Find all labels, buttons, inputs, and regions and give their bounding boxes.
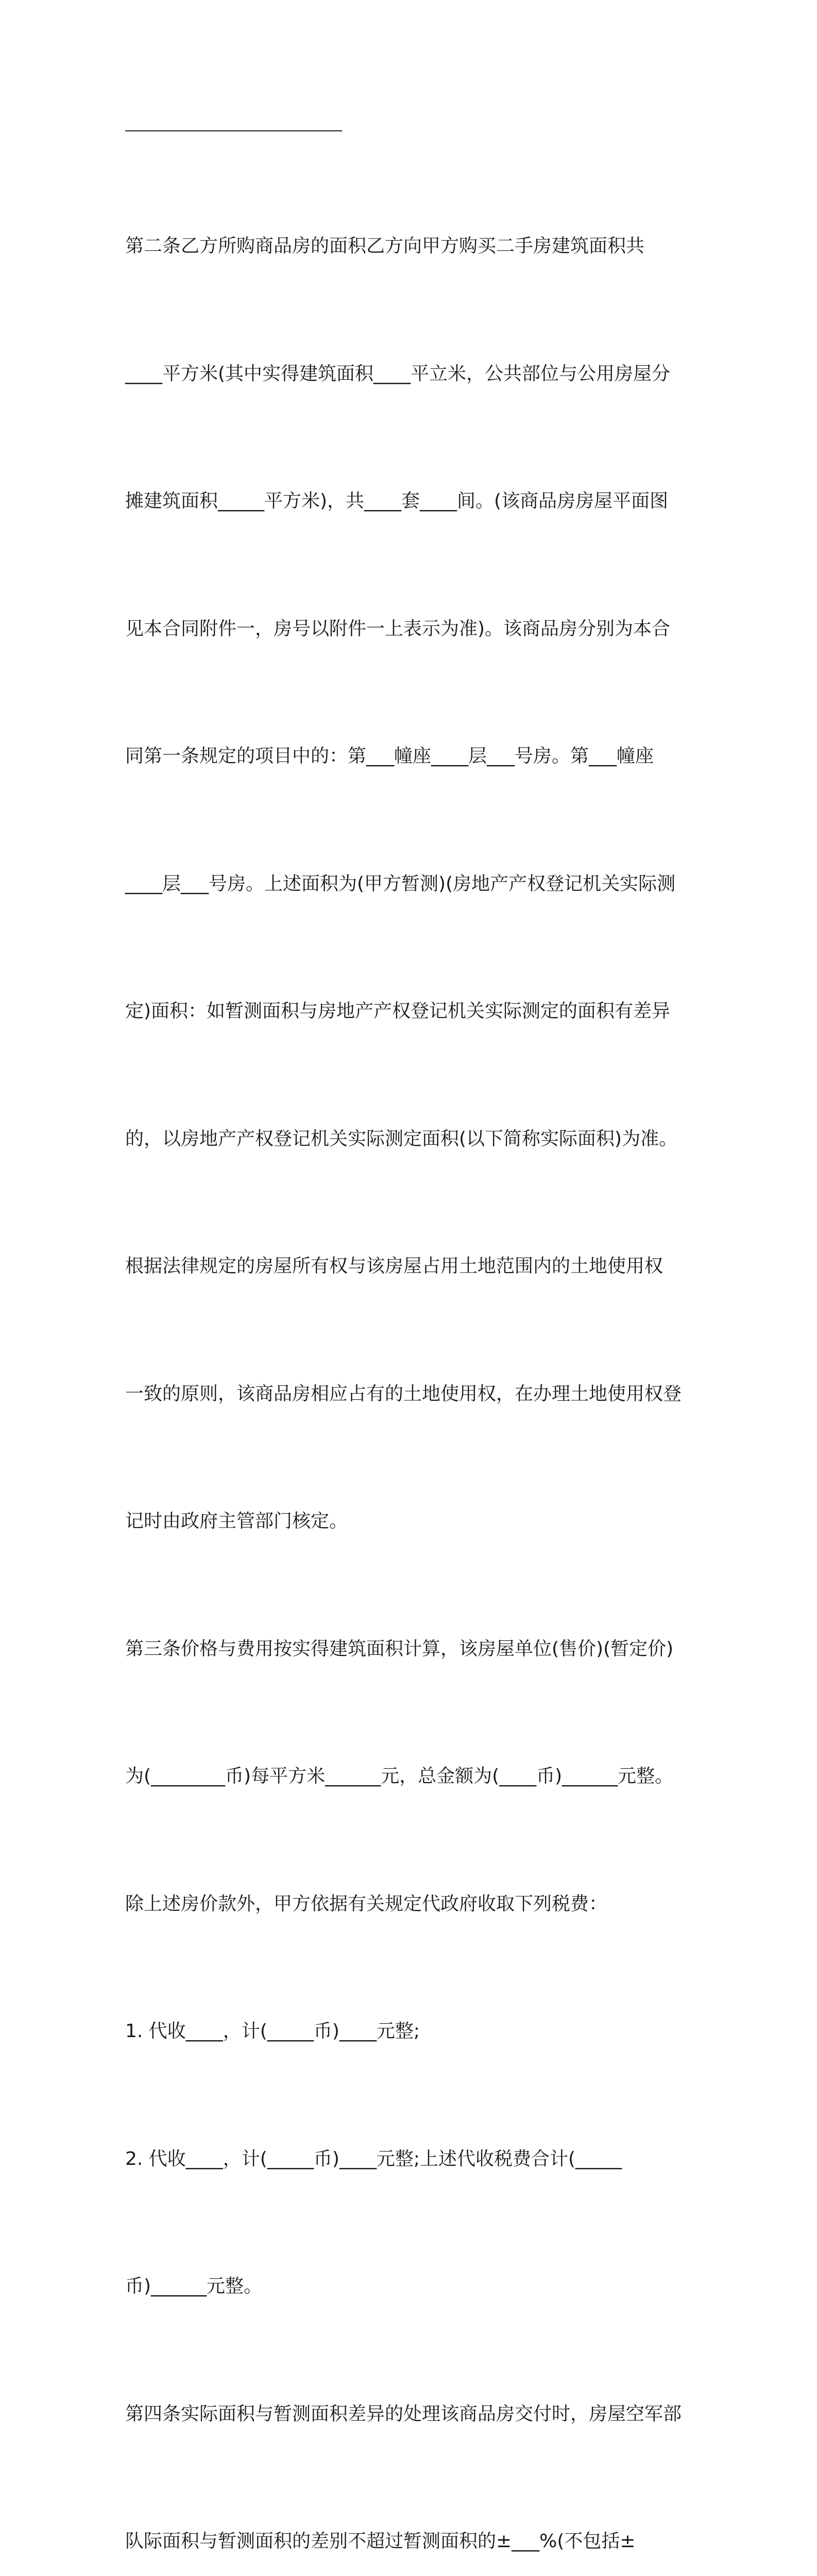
text-line: 第四条实际面积与暂测面积差异的处理该商品房交付时，房屋空军部 bbox=[125, 2403, 682, 2425]
text-line: 第二条乙方所购商品房的面积乙方向甲方购买二手房建筑面积共 bbox=[125, 235, 645, 257]
text-line: 队际面积与暂测面积的差别不超过暂测面积的±___%(不包括± bbox=[125, 2531, 636, 2552]
text-line: ____层___号房。上述面积为(甲方暂测)(房地产产权登记机关实际测 bbox=[125, 873, 676, 894]
text-line: 定)面积：如暂测面积与房地产产权登记机关实际测定的面积有差异 bbox=[125, 1001, 671, 1022]
text-line: 1. 代收____，计(_____币)____元整; bbox=[125, 2021, 420, 2042]
text-line: 为(________币)每平方米______元，总金额为(____币)______元整。 bbox=[125, 1766, 674, 1787]
text-line: 币)______元整。 bbox=[125, 2276, 263, 2297]
text-line: 2. 代收____，计(_____币)____元整;上述代收税费合计(_____ bbox=[125, 2148, 622, 2170]
text-line: 第三条价格与费用按实得建筑面积计算，该房屋单位(售价)(暂定价) bbox=[125, 1638, 674, 1659]
text-line: 同第一条规定的项目中的：第___幢座____层___号房。第___幢座 bbox=[125, 745, 654, 767]
contract-body bbox=[125, 140, 718, 2576]
text-line: 根据法律规定的房屋所有权与该房屋占用土地范围内的土地使用权 bbox=[125, 1256, 663, 1277]
top-rule-line bbox=[125, 130, 342, 131]
text-line: 一致的原则，该商品房相应占有的土地使用权，在办理土地使用权登 bbox=[125, 1383, 682, 1404]
text-line: 见本合同附件一，房号以附件一上表示为准)。该商品房分别为本合 bbox=[125, 618, 671, 639]
text-line: 摊建筑面积_____平方米)，共____套____间。(该商品房房屋平面图 bbox=[125, 490, 669, 512]
text-line: 记时由政府主管部门核定。 bbox=[125, 1511, 348, 1532]
text-line: 的，以房地产产权登记机关实际测定面积(以下简称实际面积)为准。 bbox=[125, 1128, 678, 1149]
text-line: ____平方米(其中实得建筑面积____平立米，公共部位与公用房屋分 bbox=[125, 363, 671, 384]
text-line: 除上述房价款外，甲方依据有关规定代政府收取下列税费： bbox=[125, 1893, 608, 1914]
